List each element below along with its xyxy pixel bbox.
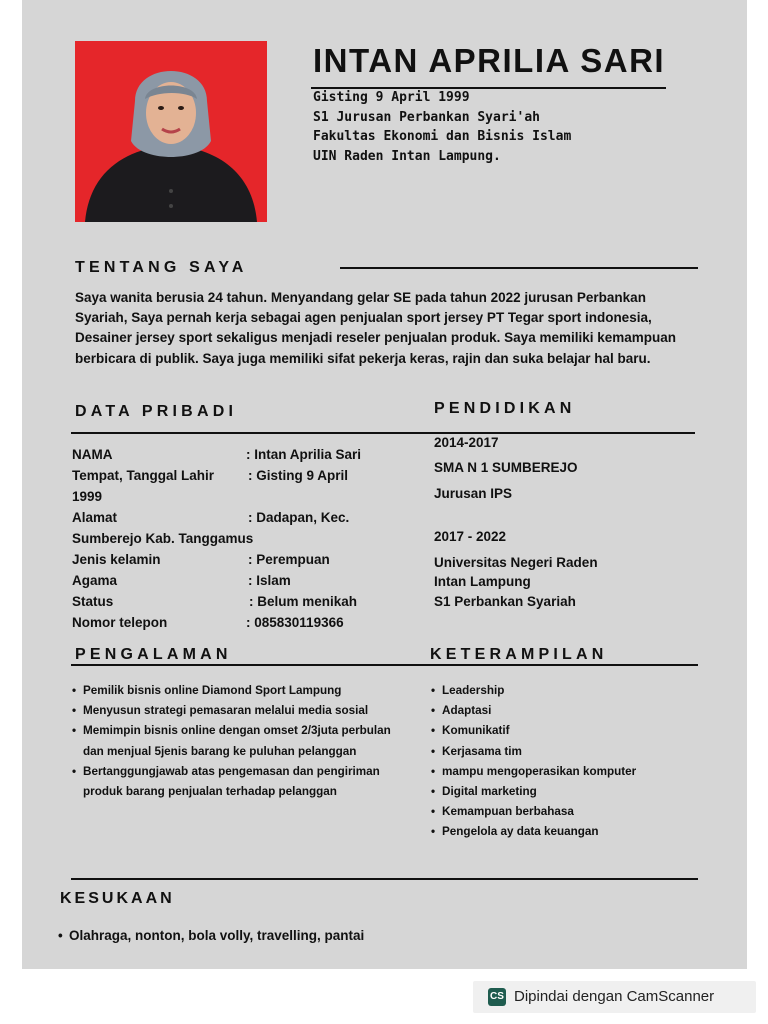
data-pribadi-heading: DATA PRIBADI xyxy=(75,403,238,420)
list-item: • Digital marketing xyxy=(431,782,711,802)
nama-value: : Intan Aprilia Sari xyxy=(246,447,362,462)
list-item: • Memimpin bisnis online dengan omset 2/3juta perbulan dan menjual 5jenis barang ke puluhan pelanggan xyxy=(72,721,392,761)
ttl-value: : Gisting 9 April xyxy=(248,468,349,483)
list-item: • Pengelola ay data keuangan xyxy=(431,822,711,842)
edu-school-2-line1: Universitas Negeri Raden xyxy=(434,555,598,570)
alamat-value-cont: Sumberejo Kab. Tanggamus xyxy=(72,531,254,546)
telepon-label: Nomor telepon xyxy=(72,615,168,630)
tentang-text: Saya wanita berusia 24 tahun. Menyandang gelar SE pada tahun 2022 jurusan Perbankan Syariah, Saya pernah kerja sebagai agen penjualan sport jersey PT Tegar sport indonesia, Desainer jersey sport sekaligus menjadi reseler penjualan produk. Saya memiliki kemampuan berbicara di publik. Saya juga memiliki sifat pekerja keras, rajin dan suka belajar hal baru. xyxy=(75,290,677,366)
nama-label: NAMA xyxy=(72,447,113,462)
full-name: INTAN APRILIA SARI xyxy=(313,42,666,79)
pengalaman-rule xyxy=(71,664,698,666)
data-pribadi-rule xyxy=(71,432,695,434)
keterampilan-list xyxy=(431,681,711,843)
keterampilan-heading: KETERAMPILAN xyxy=(430,646,608,663)
jenis-kelamin-value: : Perempuan xyxy=(248,552,330,567)
alamat-label: Alamat xyxy=(72,510,118,525)
list-item: • Olahraga, nonton, bola volly, travelling, pantai xyxy=(58,926,558,946)
status-value: : Belum menikah xyxy=(249,594,358,609)
edu-years-2: 2017 - 2022 xyxy=(434,529,507,544)
edu-school-1: SMA N 1 SUMBEREJO xyxy=(434,460,578,475)
kesukaan-heading: KESUKAAN xyxy=(60,890,175,907)
camscanner-label: Dipindai dengan CamScanner xyxy=(514,988,715,1005)
ttl-value-cont: 1999 xyxy=(72,489,103,504)
list-item: • Pemilik bisnis online Diamond Sport Lampung xyxy=(72,681,392,701)
kesukaan-rule xyxy=(71,878,698,880)
jenis-kelamin-label: Jenis kelamin xyxy=(72,552,161,567)
header-info xyxy=(313,88,571,166)
profile-photo xyxy=(75,41,267,222)
pendidikan-heading: PENDIDIKAN xyxy=(434,400,576,417)
status-label: Status xyxy=(72,594,114,609)
alamat-value: : Dadapan, Kec. xyxy=(248,510,350,525)
edu-years-1: 2014-2017 xyxy=(434,435,499,450)
university-info: UIN Raden Intan Lampung. xyxy=(313,148,501,164)
birth-info: Gisting 9 April 1999 xyxy=(313,90,470,105)
kesukaan-list xyxy=(58,926,558,946)
ttl-label: Tempat, Tanggal Lahir xyxy=(72,468,215,483)
faculty-info: Fakultas Ekonomi dan Bisnis Islam xyxy=(313,129,572,144)
edu-school-2-line2: Intan Lampung xyxy=(434,574,531,589)
person-portrait-icon xyxy=(75,41,267,222)
list-item: • Komunikatif xyxy=(431,721,711,741)
list-item: • Kerjasama tim xyxy=(431,742,711,762)
list-item: • Leadership xyxy=(431,681,711,701)
list-item: • Adaptasi xyxy=(431,701,711,721)
edu-major-1: Jurusan IPS xyxy=(434,486,513,501)
telepon-value: : 085830119366 xyxy=(246,615,344,630)
list-item: • Kemampuan berbahasa xyxy=(431,802,711,822)
tentang-rule xyxy=(340,267,698,269)
tentang-heading: TENTANG SAYA xyxy=(75,259,248,276)
list-item: • Bertanggungjawab atas pengemasan dan pengiriman produk barang penjualan terhadap pelanggan xyxy=(72,762,392,802)
list-item: • Menyusun strategi pemasaran melalui media sosial xyxy=(72,701,392,721)
list-item: • mampu mengoperasikan komputer xyxy=(431,762,711,782)
camscanner-logo-icon: CS xyxy=(488,988,506,1006)
pengalaman-heading: PENGALAMAN xyxy=(75,646,232,663)
agama-label: Agama xyxy=(72,573,118,588)
edu-major-2: S1 Perbankan Syariah xyxy=(434,594,576,609)
degree-info: S1 Jurusan Perbankan Syari'ah xyxy=(313,109,540,125)
pengalaman-list xyxy=(72,681,392,802)
agama-value: : Islam xyxy=(248,573,291,588)
